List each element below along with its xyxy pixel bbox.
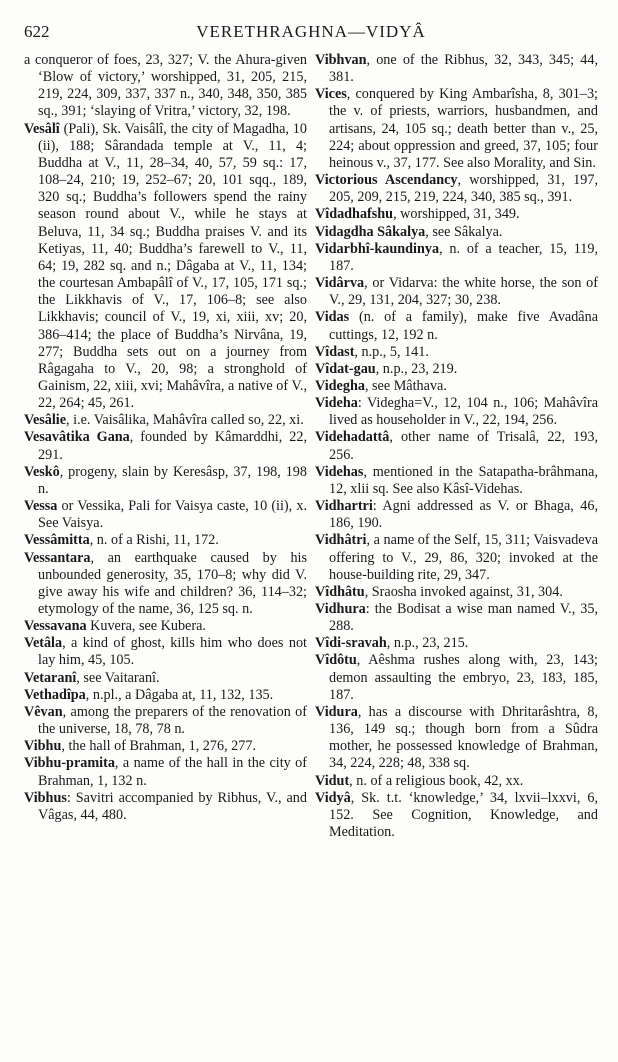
entry-heading: Vîdast xyxy=(315,343,355,360)
entry-heading: Videhas xyxy=(315,463,364,480)
entry-text: , n.p., 23, 215. xyxy=(386,635,469,652)
index-entry xyxy=(24,790,307,824)
index-entry xyxy=(315,344,598,361)
entry-text: , n.pl., a Dâgaba at, 11, 132, 135. xyxy=(85,686,274,703)
index-entry xyxy=(24,429,307,463)
entry-text: , n. of a religious book, 42, xx. xyxy=(349,772,524,789)
entry-heading: Vetâla xyxy=(24,635,63,652)
entry-heading: Vibhu xyxy=(24,738,62,755)
entry-text: , n. of a teacher, 15, 119, 187. xyxy=(329,240,598,274)
entry-text: (Pali), Sk. Vaisâlî, the city of Magadha, 10 (ii), 188; Sârandada temple at V., 11, 4; Buddha at V., 11, 28–34, 40, 57, 59 sq.: 17, 108–24, 210; 19, 252–67; 20, 101 sqq., 189, 320 sq.; Buddha’s followers spend the rainy season round about V., while he stays at Beluva, 11, 34 sq.; Buddha praises V. and its Ketiyas, 11, 40; Buddha’s farewell to V., 11, 64; 19, 282 sq. and n.; Dâgaba at V., 11, 134; the courtesan Ambapâlî of V., 17, 105, 171 sq.; the Likkhavis of V., 17, 106–8; see also Likkhavis; council of V., 19, xi, xiii, xv; 20, 386–414; the place of Buddha’s Nirvâna, 19, 277; Buddha sets out on a journey from Râgagaha to V., 20, 98; a stronghold of Gainism, 22, xiii, xvi; Mahâvîra, a native of V., 22, 264; 45, 261. xyxy=(38,120,307,412)
index-entry xyxy=(24,635,307,669)
entry-text: , other name of Trisalâ, 22, 193, 256. xyxy=(329,429,598,463)
entry-heading: Vidagdha Sâkalya xyxy=(315,223,426,240)
entry-text: , see Mâthava. xyxy=(364,377,447,394)
entry-heading: Vetaranî xyxy=(24,669,77,686)
entry-text: , i.e. Vaisâlika, Mahâvîra called so, 22, xi. xyxy=(66,412,304,429)
index-entry xyxy=(24,618,307,635)
entry-heading: Vidârva xyxy=(315,275,365,292)
entry-text: , the hall of Brahman, 1, 276, 277. xyxy=(61,738,256,755)
entry-text: , founded by Kâmarddhi, 22, 291. xyxy=(38,429,307,463)
entry-text: , n.p., 23, 219. xyxy=(375,360,458,377)
page-number: 622 xyxy=(24,22,50,41)
entry-text: , a name of the hall in the city of Brahman, 1, 132 n. xyxy=(38,755,307,789)
entry-text: , n. of a Rishi, 11, 172. xyxy=(89,532,219,549)
index-entry xyxy=(315,773,598,790)
index-entry xyxy=(24,670,307,687)
index-entry xyxy=(24,412,307,429)
entry-heading: Vidarbhî-kaundinya xyxy=(315,240,440,257)
entry-text: : Agni addressed as V. or Bhaga, 46, 186, 190. xyxy=(329,498,598,532)
entry-text: : the Bodisat a wise man named V., 35, 288. xyxy=(329,601,598,635)
entry-text: , conquered by King Ambarîsha, 8, 301–3; the v. of priests, warriors, husbandmen, and artisans, 24, 105 sq.; death better than v., 25, 224; about oppression and greed, 37, 105; four heinous v., 37, 177. See also Morality, and Sin. xyxy=(329,86,598,171)
entry-heading: Vidhura xyxy=(315,601,366,617)
index-entry xyxy=(315,652,598,703)
entry-heading: Vices xyxy=(315,86,347,103)
entry-text: , a name of the Self, 15, 311; Vaisvadeva offering to V., 29, 86, 320; invoked at the house-building rite, 29, 347. xyxy=(329,532,598,583)
entry-text: (n. of a family), make five Avadâna cuttings, 12, 192 n. xyxy=(329,309,598,343)
entry-heading: Vessavana xyxy=(24,618,87,635)
index-entry xyxy=(315,309,598,343)
entry-heading: Vidas xyxy=(315,309,350,326)
index-entry xyxy=(24,52,307,121)
index-entry xyxy=(315,532,598,583)
entry-heading: Vesavâtika Gana xyxy=(24,429,130,446)
running-header xyxy=(24,22,598,52)
index-entry xyxy=(24,532,307,549)
entry-heading: Vessa xyxy=(24,498,58,515)
entry-heading: Vethadîpa xyxy=(24,686,86,703)
running-head: VERETHRAGHNA—VIDYÂ xyxy=(196,22,426,41)
index-entry xyxy=(315,790,598,841)
entry-heading: Vessâmitta xyxy=(24,532,90,549)
entry-text: , see Sâkalya. xyxy=(425,223,503,240)
index-entry xyxy=(315,241,598,275)
index-entry xyxy=(24,687,307,704)
entry-text: : Savitri accompanied by Ribhus, V., and Vâgas, 44, 480. xyxy=(38,789,307,823)
entry-heading: Vidura xyxy=(315,703,358,720)
entry-text: , has a discourse with Dhritarâshtra, 8, 136, 149 sq.; though born from a Sûdra mother, he possessed knowledge of Brahman, 34, 224, 228; 48, 338 sq. xyxy=(329,703,598,772)
entry-heading: Vibhus xyxy=(24,789,67,806)
index-entry xyxy=(315,224,598,241)
entry-text: , or Vidarva: the white horse, the son of V., 29, 131, 204, 327; 30, 238. xyxy=(329,275,598,309)
entry-text: , Aêshma rushes along with, 23, 143; demon assaulting the embryo, 23, 183, 185, 187. xyxy=(329,652,598,703)
entry-heading: Vîdôtu xyxy=(315,652,357,669)
entry-heading: Vibhu-pramita xyxy=(24,755,115,772)
entry-text: , Sraosha invoked against, 31, 304. xyxy=(364,583,563,600)
entry-heading: Vidhâtri xyxy=(315,532,367,549)
entry-heading: Vessantara xyxy=(24,549,91,566)
index-entry xyxy=(315,429,598,463)
entry-text: Kuvera, see Kubera. xyxy=(86,618,206,635)
entry-text: , a kind of ghost, kills him who does not lay him, 45, 105. xyxy=(38,635,307,669)
entry-text: , mentioned in the Satapatha-brâhmana, 12, xlii sq. See also Kâsî-Videhas. xyxy=(329,463,598,497)
entry-heading: Videgha xyxy=(315,377,365,394)
entry-heading: Vidut xyxy=(315,772,350,789)
entry-text: , Sk. t.t. ‘knowledge,’ 34, lxvii–lxxvi, 6, 152. See Cognition, Knowledge, and Meditation. xyxy=(329,789,598,841)
index-entry xyxy=(24,121,307,413)
index-entry xyxy=(315,52,598,86)
index-entry xyxy=(315,584,598,601)
entry-heading: Vîdadhafshu xyxy=(315,206,394,223)
index-entry xyxy=(24,550,307,619)
entry-text: , among the preparers of the renovation of the universe, 18, 78, 78 n. xyxy=(38,703,307,738)
entry-text: , an earthquake caused by his unbounded generosity, 35, 170–8; why did V. give away his wife and children? 36, 114–32; etymology of the name, 36, 125 sq. n. xyxy=(38,549,307,617)
index-entry xyxy=(24,498,307,532)
index-entry xyxy=(315,275,598,309)
index-columns xyxy=(24,52,598,841)
index-entry xyxy=(315,464,598,498)
entry-heading: Vibhvan xyxy=(315,52,367,68)
index-entry xyxy=(315,361,598,378)
index-entry xyxy=(24,738,307,755)
right-column xyxy=(315,52,598,841)
index-entry xyxy=(315,86,598,172)
index-entry xyxy=(315,601,598,635)
entry-heading: Videhadattâ xyxy=(315,429,390,446)
entry-text: : Videgha=V., 12, 104 n., 106; Mahâvîra lived as householder in V., 22, 194, 256. xyxy=(329,395,598,429)
entry-heading: Vîdat-gau xyxy=(315,360,376,377)
entry-text: , one of the Ribhus, 32, 343, 345; 44, 381. xyxy=(329,52,598,86)
entry-heading: Vîdhâtu xyxy=(315,583,365,600)
entry-heading: Veskô xyxy=(24,463,60,480)
entry-text: , see Vaitaranî. xyxy=(76,669,160,686)
entry-text: a conqueror of foes, 23, 327; V. the Ahura-given ‘Blow of victory,’ worshipped, 31, 205, 215, 219, 224, 309, 337, 337 n., 340, 348, 350, 385 sq., 391; ‘slaying of Vritra,’ victory, 32, 198. xyxy=(24,52,307,120)
entry-heading: Vidyâ xyxy=(315,789,351,806)
entry-heading: Vesâlie xyxy=(24,412,67,429)
entry-text: , progeny, slain by Keresâsp, 37, 198, 198 n. xyxy=(38,463,307,497)
index-entry xyxy=(315,498,598,532)
left-column xyxy=(24,52,307,841)
index-entry xyxy=(315,635,598,652)
index-entry xyxy=(24,464,307,498)
index-entry xyxy=(315,395,598,429)
entry-text: , worshipped, 31, 197, 205, 209, 215, 219, 224, 340, 385 sq., 391. xyxy=(329,172,598,206)
index-entry xyxy=(315,172,598,206)
entry-text: , worshipped, 31, 349. xyxy=(393,206,520,223)
index-entry xyxy=(315,704,598,773)
index-entry xyxy=(24,704,307,738)
entry-text: , n.p., 5, 141. xyxy=(354,343,429,360)
entry-heading: Vîdi-sravah xyxy=(315,635,387,652)
entry-heading: Vêvan xyxy=(24,703,63,720)
entry-heading: Victorious Ascendancy xyxy=(315,172,458,189)
index-entry xyxy=(315,378,598,395)
index-entry xyxy=(24,755,307,789)
entry-text: or Vessika, Pali for Vaisya caste, 10 (ii), x. See Vaisya. xyxy=(38,498,307,532)
entry-heading: Vesâlî xyxy=(24,120,60,137)
entry-heading: Videha xyxy=(315,395,358,412)
entry-heading: Vidhartri xyxy=(315,498,373,515)
index-entry xyxy=(315,206,598,223)
